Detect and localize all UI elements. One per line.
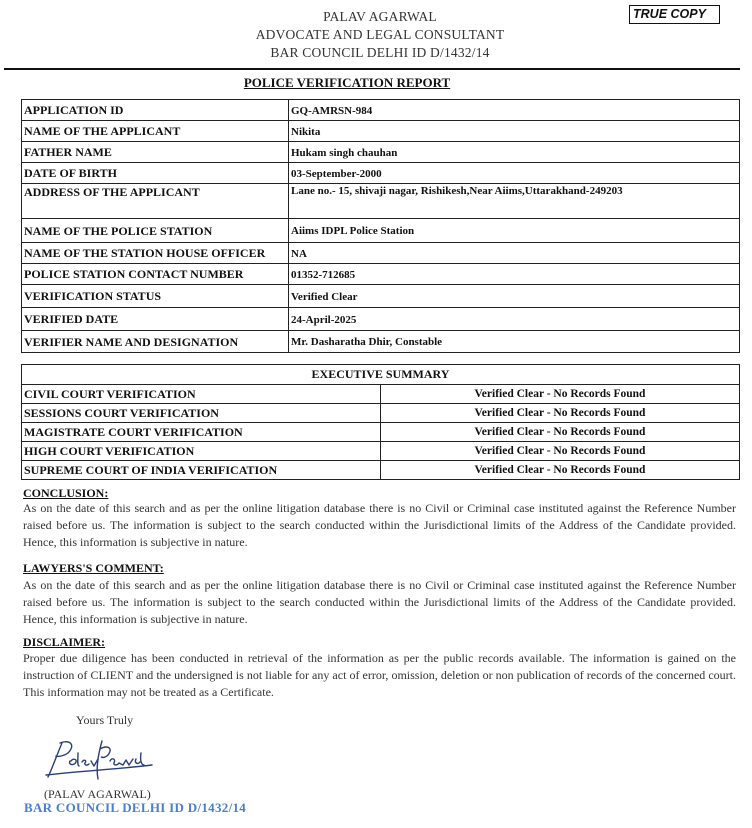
detail-label: POLICE STATION CONTACT NUMBER bbox=[22, 264, 289, 285]
true-copy-stamp: TRUE COPY bbox=[629, 5, 720, 24]
footer-bar-council-id: BAR COUNCIL DELHI ID D/1432/14 bbox=[24, 800, 247, 815]
detail-label: APPLICATION ID bbox=[22, 100, 289, 121]
salutation: Yours Truly bbox=[76, 713, 134, 727]
summary-value: Verified Clear - No Records Found bbox=[381, 442, 740, 461]
detail-value: 24-April-2025 bbox=[289, 308, 740, 331]
table-row bbox=[22, 219, 740, 243]
table-row bbox=[22, 142, 740, 163]
table-row bbox=[22, 308, 740, 331]
detail-label: VERIFICATION STATUS bbox=[22, 285, 289, 308]
detail-label: NAME OF THE APPLICANT bbox=[22, 121, 289, 142]
table-row bbox=[22, 184, 740, 219]
table-row bbox=[22, 285, 740, 308]
lawyers-comment-text: As on the date of this search and as per the online litigation database there is no Civil or Criminal case instituted against the Reference Number raised before us. The information is subject to the search conducted within the Jurisdictional limits of the Address of the Candidate provided. Hence, this information is subjective in nature. bbox=[23, 578, 736, 626]
table-row bbox=[22, 404, 740, 423]
conclusion-heading: CONCLUSION: bbox=[23, 486, 109, 500]
signatory-name: (PALAV AGARWAL) bbox=[44, 787, 151, 801]
detail-value: Nikita bbox=[289, 121, 740, 142]
summary-value: Verified Clear - No Records Found bbox=[381, 461, 740, 480]
bar-council-id: BAR COUNCIL DELHI ID D/1432/14 bbox=[270, 45, 490, 60]
summary-value: Verified Clear - No Records Found bbox=[381, 404, 740, 423]
detail-value: NA bbox=[289, 243, 740, 264]
lawyers-comment-heading: LAWYERS'S COMMENT: bbox=[23, 561, 164, 575]
signature-image bbox=[40, 735, 160, 785]
summary-value: Verified Clear - No Records Found bbox=[381, 385, 740, 404]
table-row bbox=[22, 243, 740, 264]
advocate-name: PALAV AGARWAL bbox=[323, 9, 437, 24]
table-row bbox=[22, 264, 740, 285]
detail-value: Lane no.- 15, shivaji nagar, Rishikesh,Near Aiims,Uttarakhand-249203 bbox=[289, 184, 740, 219]
summary-label: SUPREME COURT OF INDIA VERIFICATION bbox=[22, 461, 381, 480]
conclusion-text: As on the date of this search and as per the online litigation database there is no Civil or Criminal case instituted against the Reference Number raised before us. The information is subject to the search conducted within the Jurisdictional limits of the Address of the Candidate provided. Hence, this information is subjective in nature. bbox=[23, 501, 736, 549]
table-row bbox=[22, 442, 740, 461]
detail-label: NAME OF THE STATION HOUSE OFFICER bbox=[22, 243, 289, 264]
disclaimer-text: Proper due diligence has been conducted in retrieval of the information as per the public records available. The information is gained on the instruction of CLIENT and the undersigned is not liable for any act of error, omission, deletion or non publication of records of the concerned court. This information may not be treated as a Certificate. bbox=[23, 651, 736, 699]
detail-value: Aiims IDPL Police Station bbox=[289, 219, 740, 243]
table-row bbox=[22, 423, 740, 442]
detail-label: NAME OF THE POLICE STATION bbox=[22, 219, 289, 243]
summary-label: SESSIONS COURT VERIFICATION bbox=[22, 404, 381, 423]
advocate-title: ADVOCATE AND LEGAL CONSULTANT bbox=[255, 27, 505, 42]
table-row bbox=[22, 331, 740, 353]
table-row bbox=[22, 461, 740, 480]
detail-label: ADDRESS OF THE APPLICANT bbox=[22, 184, 289, 219]
detail-value: Hukam singh chauhan bbox=[289, 142, 740, 163]
table-row bbox=[22, 365, 740, 385]
executive-summary-table bbox=[21, 364, 740, 480]
report-title: POLICE VERIFICATION REPORT bbox=[243, 75, 451, 90]
header-divider bbox=[4, 68, 740, 70]
summary-label: HIGH COURT VERIFICATION bbox=[22, 442, 381, 461]
detail-value: Verified Clear bbox=[289, 285, 740, 308]
summary-label: CIVIL COURT VERIFICATION bbox=[22, 385, 381, 404]
details-table bbox=[21, 99, 740, 353]
summary-value: Verified Clear - No Records Found bbox=[381, 423, 740, 442]
summary-title: EXECUTIVE SUMMARY bbox=[22, 365, 740, 385]
detail-label: DATE OF BIRTH bbox=[22, 163, 289, 184]
table-row bbox=[22, 100, 740, 121]
table-row bbox=[22, 163, 740, 184]
detail-label: VERIFIED DATE bbox=[22, 308, 289, 331]
detail-value: 01352-712685 bbox=[289, 264, 740, 285]
detail-label: FATHER NAME bbox=[22, 142, 289, 163]
table-row bbox=[22, 121, 740, 142]
table-row bbox=[22, 385, 740, 404]
detail-label: VERIFIER NAME AND DESIGNATION bbox=[22, 331, 289, 353]
detail-value: GQ-AMRSN-984 bbox=[289, 100, 740, 121]
disclaimer-heading: DISCLAIMER: bbox=[23, 635, 106, 649]
summary-label: MAGISTRATE COURT VERIFICATION bbox=[22, 423, 381, 442]
detail-value: 03-September-2000 bbox=[289, 163, 740, 184]
detail-value: Mr. Dasharatha Dhir, Constable bbox=[289, 331, 740, 353]
